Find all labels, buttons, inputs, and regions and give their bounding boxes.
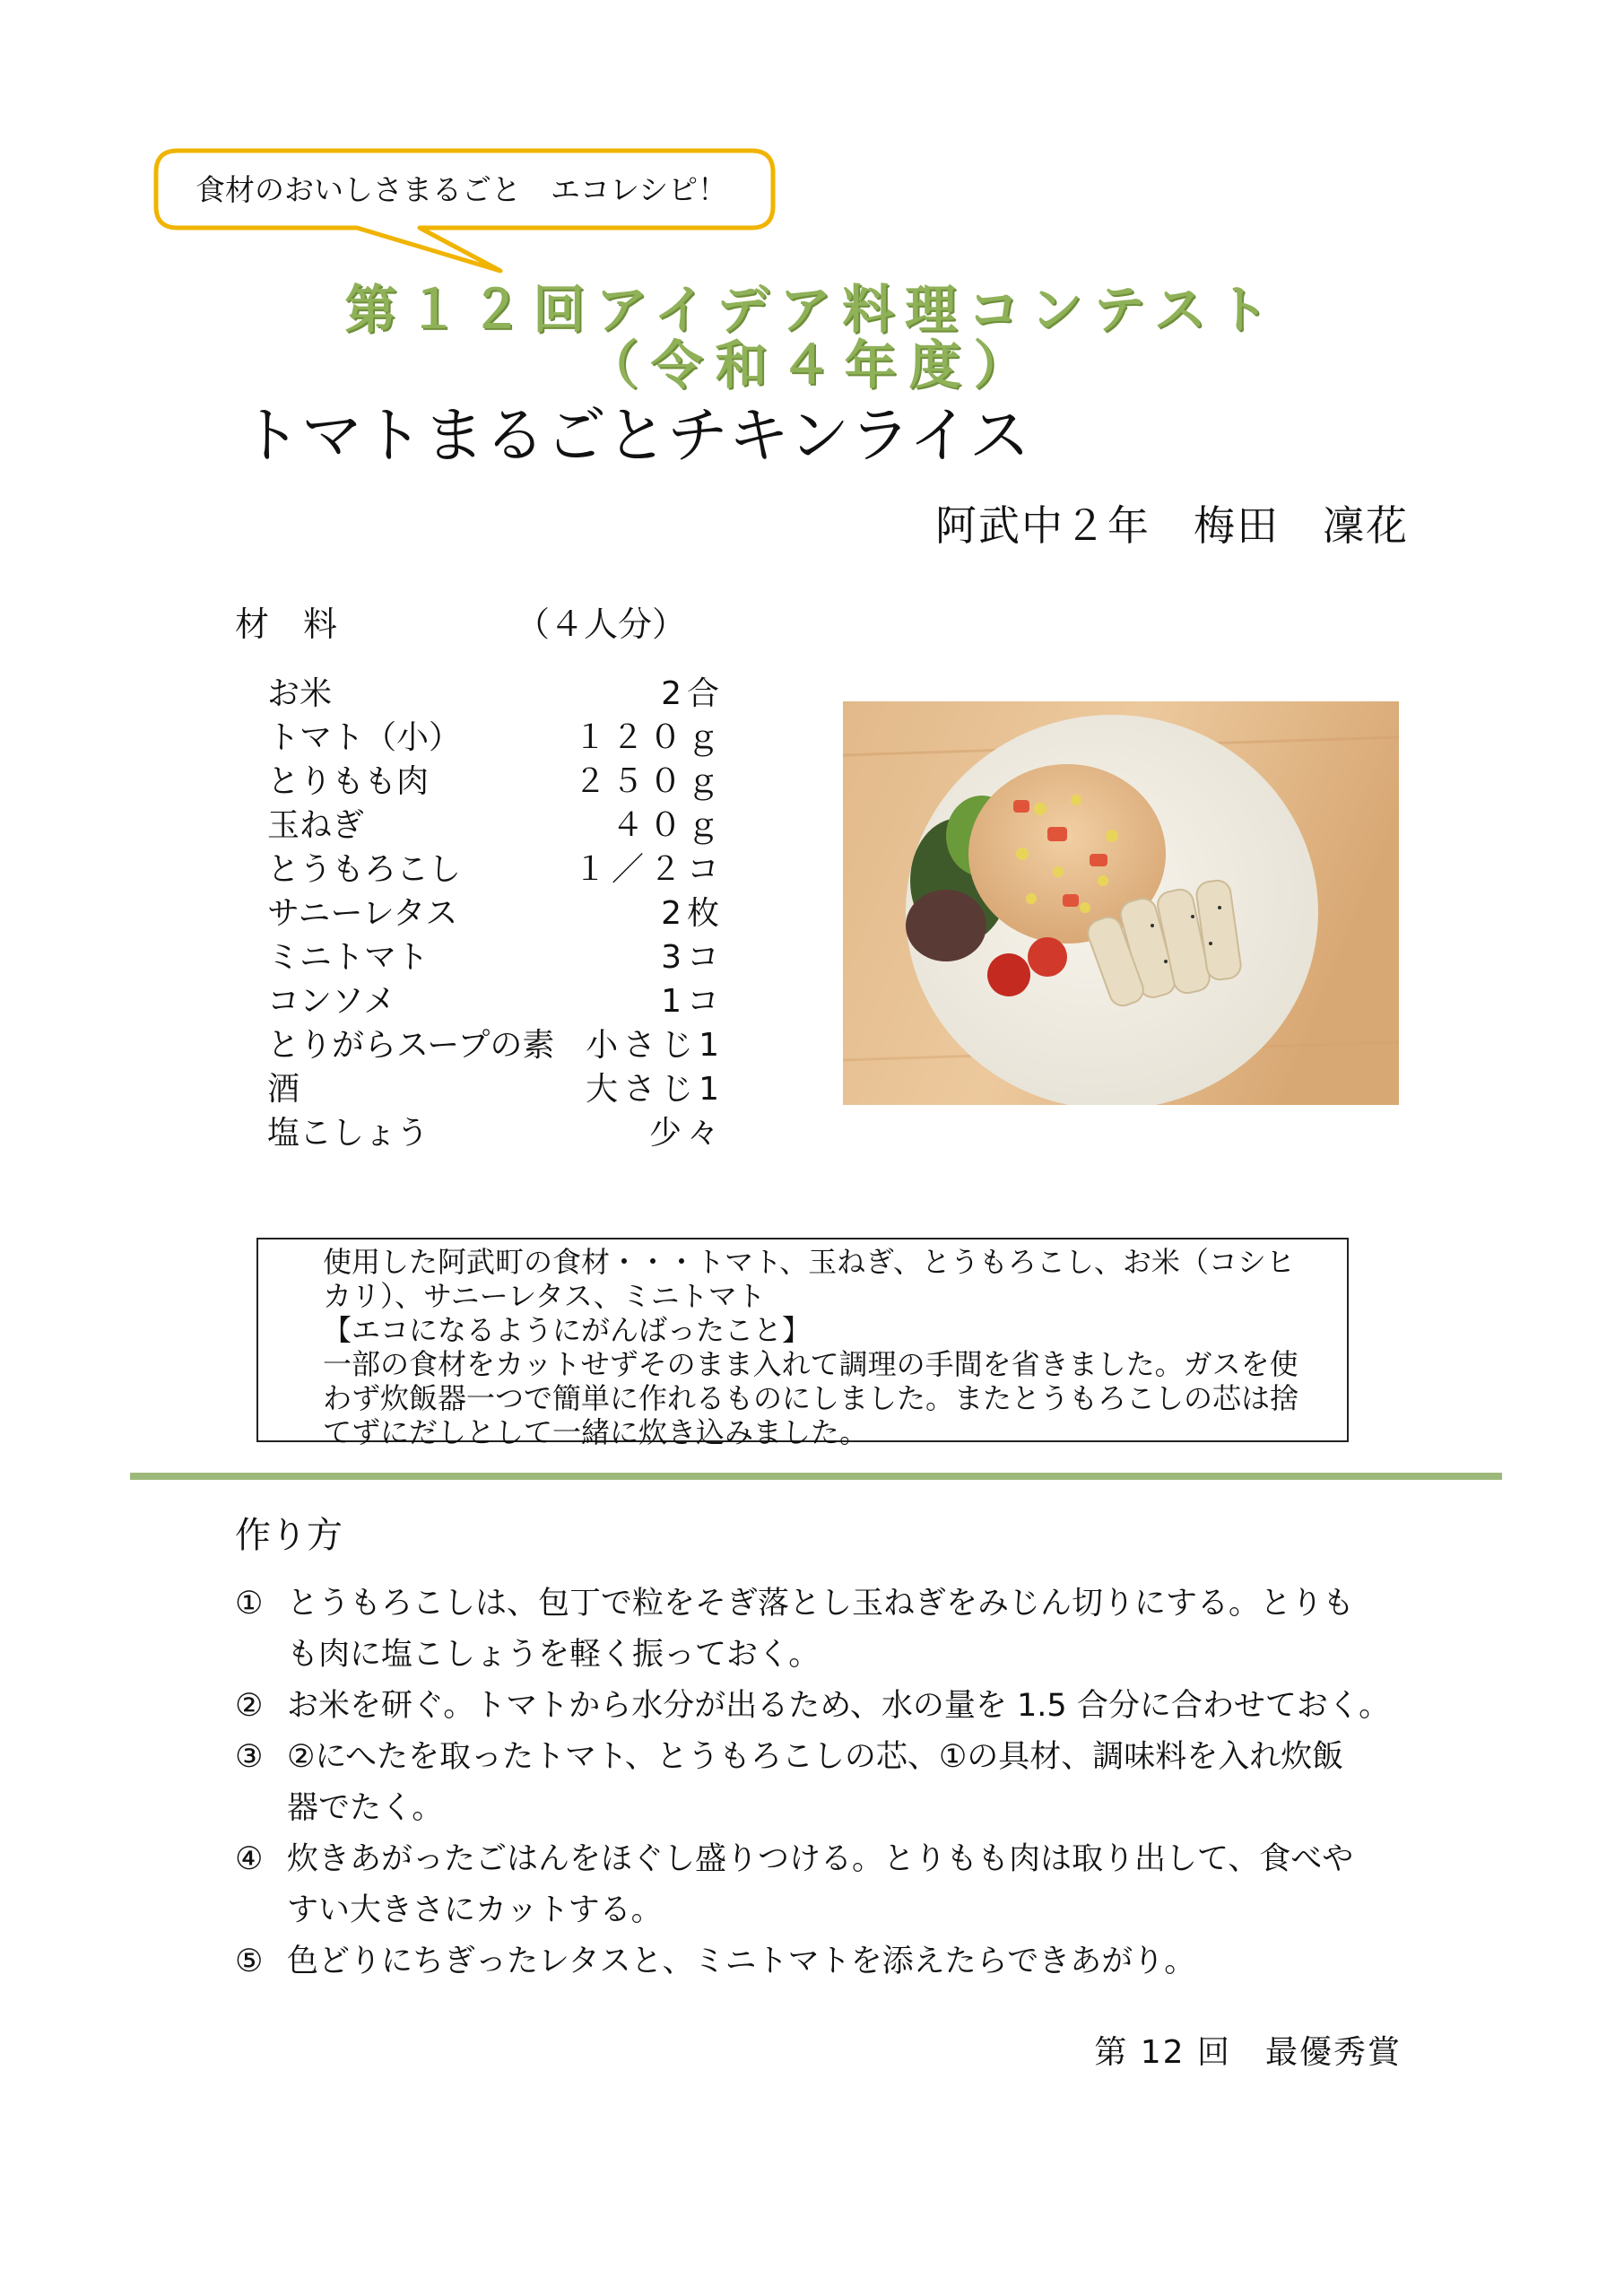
- ingredient-qty: 2枚: [661, 895, 725, 932]
- ingredient-row: [267, 932, 734, 976]
- method-step: [235, 1681, 1419, 1732]
- dish-photo: [843, 701, 1399, 1105]
- note-line: わず炊飯器一つで簡単に作れるものにしました。またとうもろこしの芯は捨: [323, 1381, 1299, 1415]
- ingredient-row: [267, 888, 734, 932]
- ingredient-qty: 2合: [661, 675, 725, 712]
- step-number: ⑤: [235, 1944, 264, 1979]
- step-line: お米を研ぐ。トマトから水分が出るため、水の量を 1.5 合分に合わせておく。: [287, 1688, 1391, 1724]
- ingredient-row: [267, 800, 734, 844]
- ingredient-name: トマト（小）: [267, 719, 462, 756]
- step-line: すい大きさにカットする。: [287, 1892, 663, 1928]
- eco-note-box: [256, 1238, 1349, 1449]
- ingredient-qty: 小さじ1: [586, 1027, 725, 1064]
- ingredient-name: 塩こしょう: [267, 1115, 430, 1152]
- award-label: 第 12 回 最優秀賞: [1094, 2034, 1402, 2071]
- ingredient-row: [267, 844, 734, 888]
- ingredient-row: [267, 1020, 734, 1064]
- ingredient-name: とうもろこし: [267, 851, 462, 888]
- ingredient-name: 酒: [267, 1071, 300, 1108]
- step-line: も肉に塩こしょうを軽く振っておく。: [287, 1637, 821, 1673]
- ingredient-name: 玉ねぎ: [267, 807, 365, 844]
- note-line: カリ）、サニーレタス、ミニトマト: [323, 1279, 766, 1313]
- step-number: ④: [235, 1841, 264, 1877]
- ingredient-list: [267, 668, 734, 1152]
- method-step: [235, 1834, 1419, 1936]
- contest-title: 第１２回アイデア料理コンテスト: [344, 279, 1280, 340]
- bubble-text: 食材のおいしさまるごと エコレシピ！: [195, 172, 728, 207]
- method-steps: [235, 1578, 1419, 1987]
- note-line: 使用した阿武町の食材・・・トマト、玉ねぎ、とうもろこし、お米（コシヒ: [323, 1245, 1295, 1279]
- ingredient-qty: １／２コ: [573, 851, 725, 888]
- ingredient-qty: 大さじ1: [586, 1071, 725, 1108]
- ingredient-qty: 3コ: [661, 939, 725, 976]
- step-number: ②: [235, 1688, 264, 1724]
- ingredient-row: [267, 1108, 734, 1152]
- ingredient-qty: １２０ｇ: [573, 719, 725, 756]
- ingredient-name: コンソメ: [267, 983, 396, 1020]
- eco-note-text: [323, 1245, 1336, 1449]
- ingredient-row: [267, 668, 734, 712]
- contest-year: （令和４年度）: [586, 335, 1038, 396]
- ingredient-qty: ４０ｇ: [611, 807, 725, 844]
- ingredient-name: サニーレタス: [267, 895, 458, 932]
- ingredient-row: [267, 712, 734, 756]
- ingredient-name: お米: [267, 675, 333, 712]
- ingredient-qty: ２５０ｇ: [573, 763, 725, 800]
- note-line: 一部の食材をカットせずそのまま入れて調理の手間を省きました。ガスを使: [323, 1347, 1298, 1381]
- method-heading: 作り方: [235, 1515, 343, 1556]
- ingredient-name: とりがらスープの素: [267, 1027, 555, 1064]
- servings-label: （４人分）: [516, 604, 687, 644]
- method-step: [235, 1732, 1419, 1834]
- step-line: 器でたく。: [287, 1790, 444, 1826]
- step-line: 色どりにちぎったレタスと、ミニトマトを添えたらできあがり。: [287, 1944, 1196, 1979]
- note-line: 【エコになるようにがんばったこと】: [323, 1313, 812, 1347]
- method-step: [235, 1578, 1419, 1681]
- step-line: ②にへたを取ったトマト、とうもろこしの芯、①の具材、調味料を入れ炊飯: [287, 1739, 1344, 1775]
- step-line: 炊きあがったごはんをほぐし盛りつける。とりもも肉は取り出して、食べや: [287, 1841, 1354, 1877]
- step-number: ①: [235, 1586, 264, 1622]
- ingredient-row: [267, 756, 734, 800]
- ingredient-qty: 少々: [648, 1115, 725, 1152]
- method-step: [235, 1936, 1419, 1987]
- ingredient-row: [267, 1064, 734, 1108]
- ingredient-row: [267, 976, 734, 1020]
- section-divider: [130, 1473, 1502, 1480]
- step-number: ③: [235, 1739, 264, 1775]
- ingredient-qty: 1コ: [661, 983, 725, 1020]
- recipe-title: トマトまるごとチキンライス: [240, 401, 1030, 472]
- ingredient-name: ミニトマト: [267, 939, 430, 976]
- author-name: 阿武中２年 梅田 凜花: [935, 501, 1409, 550]
- note-line: てずにだしとして一緒に炊き込みました。: [323, 1415, 869, 1449]
- ingredients-heading: 材 料: [235, 604, 338, 644]
- step-line: とうもろこしは、包丁で粒をそぎ落とし玉ねぎをみじん切りにする。とりも: [287, 1586, 1355, 1622]
- ingredient-name: とりもも肉: [267, 763, 430, 800]
- speech-bubble: [151, 144, 778, 278]
